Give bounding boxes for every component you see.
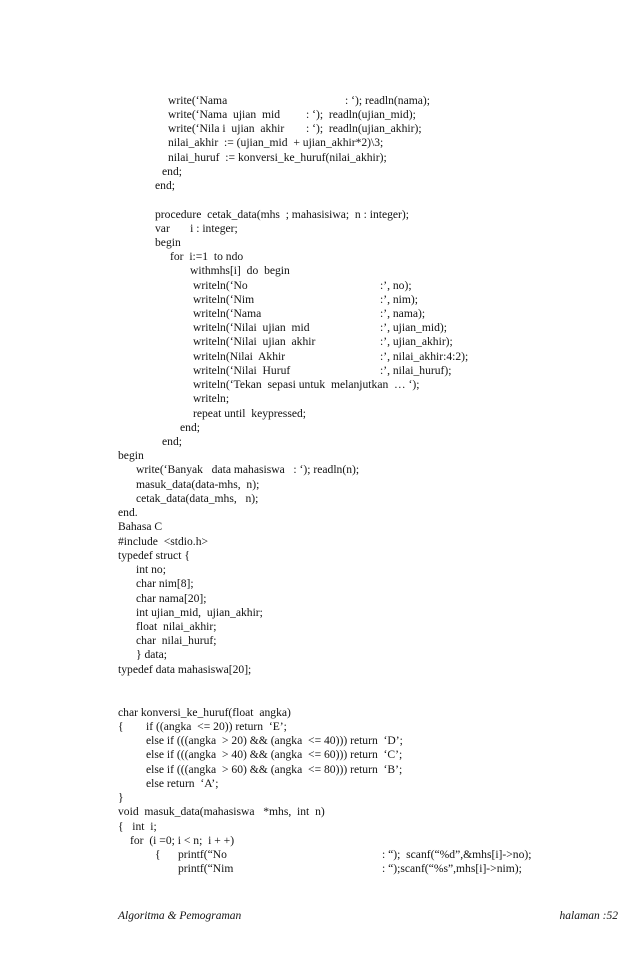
code-line: repeat until keypressed; [193,407,306,420]
code-line: write(‘Nama ujian mid [168,108,281,121]
code-line: writeln(Nilai Akhir [193,350,286,363]
code-line: write(‘Nama [168,94,228,107]
code-line: char nilai_huruf; [136,634,217,647]
code-line: write(‘Nila i ujian akhir [168,122,285,135]
code-line: int ujian_mid, ujian_akhir; [136,606,263,619]
code-line-rest: :’, ujian_akhir); [380,335,453,348]
code-line: if ((angka <= 20)) return ‘E’; [146,720,287,733]
code-line: writeln(‘Nilai ujian akhir [193,335,316,348]
code-line-rest: : “); scanf(“%d”,&mhs[i]->no); [382,848,532,861]
code-line: else if (((angka > 40) && (angka <= 60))) return ‘C’; [146,748,403,761]
code-line: } [118,791,124,804]
code-line: typedef struct { [118,549,190,562]
code-line: writeln(‘No [193,279,248,292]
code-line: writeln(‘Tekan sepasi untuk melanjutkan … ‘); [193,378,420,391]
code-line: else if (((angka > 20) && (angka <= 40))) return ‘D’; [146,734,403,747]
code-line: end; [162,435,182,448]
code-line: end. [118,506,138,519]
code-line: begin [155,236,181,249]
code-line: writeln(‘Nim [193,293,255,306]
code-line-rest: :’, nilai_akhir:4:2); [380,350,469,363]
code-line: writeln(‘Nilai Huruf [193,364,291,377]
code-line-rest: : ‘); readln(ujian_mid); [306,108,416,121]
code-line: { int i; [118,820,157,833]
code-line: withmhs[i] do begin [190,264,290,277]
code-line: printf(“Nim [178,862,234,875]
code-line: void masuk_data(mahasiswa *mhs, int n) [118,805,325,818]
code-line: } data; [136,648,167,661]
code-line: end; [155,179,175,192]
code-line: else if (((angka > 60) && (angka <= 80))) return ‘B’; [146,763,403,776]
code-line: { printf(“No [155,848,227,861]
code-line: int no; [136,563,166,576]
code-line: char konversi_ke_huruf(float angka) [118,706,291,719]
code-line: typedef data mahasiswa[20]; [118,663,252,676]
code-line: cetak_data(data_mhs, n); [136,492,259,505]
code-line: char nim[8]; [136,577,194,590]
code-line: { [118,720,124,733]
code-line: else return ‘A’; [146,777,219,790]
code-line: nilai_huruf := konversi_ke_huruf(nilai_akhir); [168,151,387,164]
code-line-rest: :’, nama); [380,307,426,320]
code-line: for i:=1 to ndo [170,250,244,263]
code-line: write(‘Banyak data mahasiswa : ‘); readln(n); [136,463,360,476]
section-heading: Bahasa C [118,520,163,533]
code-line: char nama[20]; [136,592,207,605]
code-line-rest: : ‘); readln(nama); [345,94,430,107]
footer-title: Algoritma & Pemograman [118,910,242,922]
code-line: end; [180,421,200,434]
code-line: var i : integer; [155,222,238,235]
code-line-rest: : ‘); readln(ujian_akhir); [306,122,422,135]
code-line: nilai_akhir := (ujian_mid + ujian_akhir*2)\3; [168,136,384,149]
code-line: writeln(‘Nilai ujian mid [193,321,310,334]
code-line-rest: : “);scanf(“%s”,mhs[i]->nim); [382,862,522,875]
code-line-rest: :’, ujian_mid); [380,321,447,334]
code-line: procedure cetak_data(mhs ; mahasisiwa; n : integer); [155,208,410,221]
code-line: writeln(‘Nama [193,307,262,320]
code-line: writeln; [193,392,230,405]
code-line: masuk_data(data-mhs, n); [136,478,260,491]
code-line: for (i =0; i < n; i + +) [130,834,235,847]
code-line: begin [118,449,144,462]
code-line: #include <stdio.h> [118,535,209,548]
code-line: end; [162,165,182,178]
code-line-rest: :’, nilai_huruf); [380,364,452,377]
code-line-rest: :’, nim); [380,293,418,306]
code-line: float nilai_akhir; [136,620,217,633]
page-number: halaman :52 [559,910,618,922]
code-line-rest: :’, no); [380,279,412,292]
